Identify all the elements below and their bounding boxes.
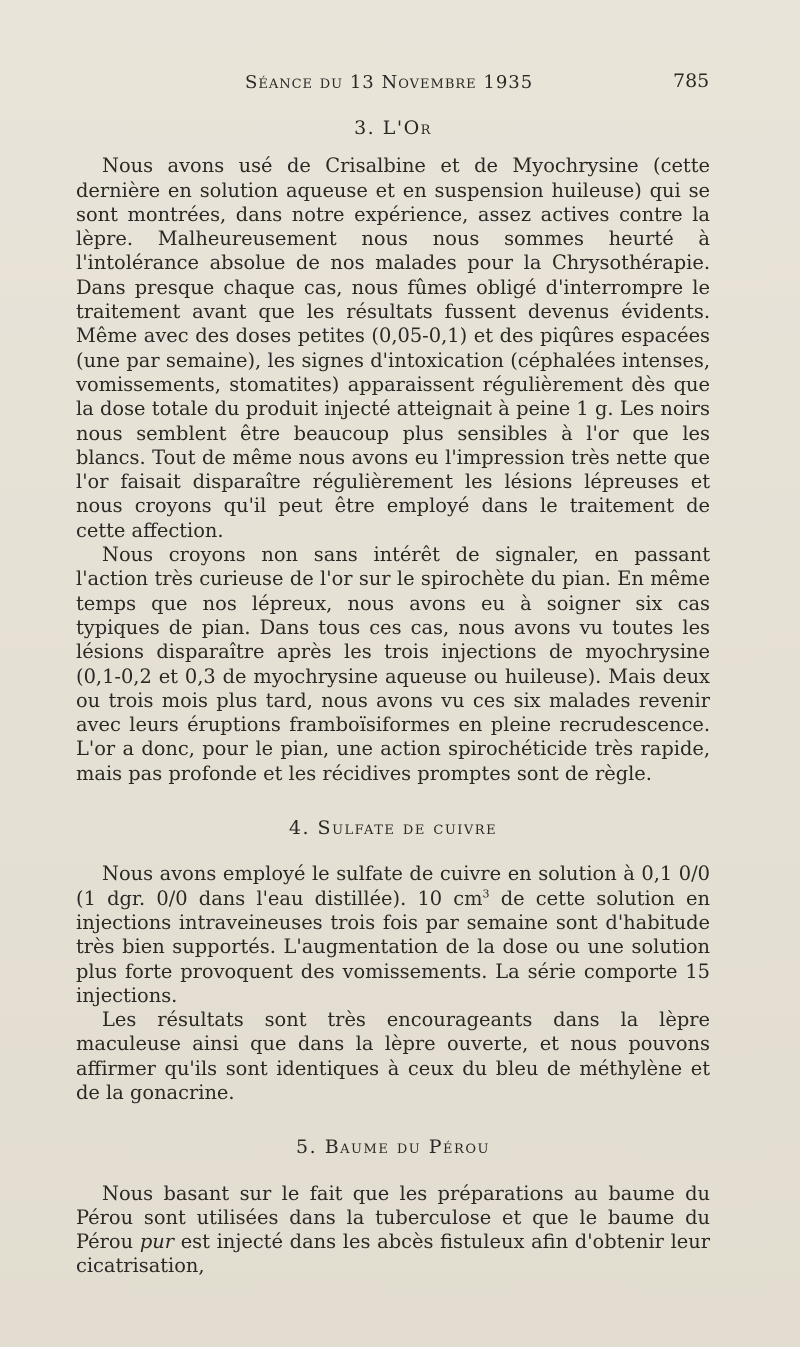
- section-title-copper-sulfate: 4. Sulfate de cuivre: [288, 817, 498, 840]
- page-number: 785: [673, 70, 710, 92]
- running-head: Séance du 13 Novembre 1935: [245, 72, 534, 93]
- section-title-peru-balsam: 5. Baume du Pérou: [296, 1136, 490, 1159]
- section-title-gold: 3. L'Or: [354, 117, 432, 139]
- paragraph-peru-1: [76, 1182, 710, 1279]
- paragraph-peru-1-text-a: Nous basant sur le fait que les préparations au baume du Pérou sont utilisées dans la tuberculose et que le baume du Pérou: [76, 1181, 710, 1254]
- paragraph-copper-1: [76, 862, 710, 1008]
- paragraph-gold-1: Nous avons usé de Crisalbine et de Myochrysine (cette dernière en solution aqueuse et en suspension huileuse) qui se sont montrées, dans notre expérience, assez actives contre la lèpre. Malheureusement nous nous sommes heurté à l'intolérance absolue de nos malades pour la Chrysothérapie. Dans presque chaque cas, nous fûmes obligé d'interrompre le traitement avant que les résultats fussent devenus évidents. Même avec des doses petites (0,05-0,1) et des piqûres espacées (une par semaine), les signes d'intoxication (céphalées intenses, vomissements, stomatites) apparaissent régulièrement dès que la dose totale du produit injecté atteignait à peine 1 g. Les noirs nous semblent être beaucoup plus sensibles à l'or que les blancs. Tout de même nous avons eu l'impression très nette que l'or faisait disparaître régulièrement les lésions lépreuses et nous croyons qu'il peut être employé dans le traitement de cette affection.: [76, 154, 710, 542]
- paragraph-copper-1-text-a: Nous avons employé le sulfate de cuivre en solution à 0,1 0/0 (1 dgr. 0/0 dans l'eau distillée). 10 cm: [76, 862, 710, 910]
- paragraph-copper-1-text-b: de cette solution en injections intraveineuses trois fois par semaine sont d'habitude très bien supportés. L'augmentation de la dose ou une solution plus forte provoquent des vomissements. La série comporte 15 injections.: [76, 886, 710, 1007]
- italic-word: pur: [139, 1230, 174, 1254]
- paragraph-gold-2: Nous croyons non sans intérêt de signaler, en passant l'action très curieuse de l'or sur le spirochète du pian. En même temps que nos lépreux, nous avons eu à soigner six cas typiques de pian. Dans tous ces cas, nous avons vu toutes les lésions disparaître après les trois injections de myochrysine (0,1-0,2 et 0,3 de myochrysine aqueuse ou huileuse). Mais deux ou trois mois plus tard, nous avons vu ces six malades revenir avec leurs éruptions framboïsiformes en pleine recrudescence. L'or a donc, pour le pian, une action spirochéticide très rapide, mais pas profonde et les récidives promptes sont de règle.: [76, 543, 710, 785]
- paragraph-peru-1-text-b: est injecté dans les abcès fistuleux afin d'obtenir leur cicatrisation,: [76, 1230, 710, 1278]
- body-text: [76, 116, 710, 1279]
- paragraph-copper-2: Les résultats sont très encourageants dans la lèpre maculeuse ainsi que dans la lèpre ouverte, et nous pouvons affirmer qu'ils sont identiques à ceux du bleu de méthylène et de la gonacrine.: [76, 1008, 710, 1104]
- superscript-cubic: 3: [482, 887, 490, 901]
